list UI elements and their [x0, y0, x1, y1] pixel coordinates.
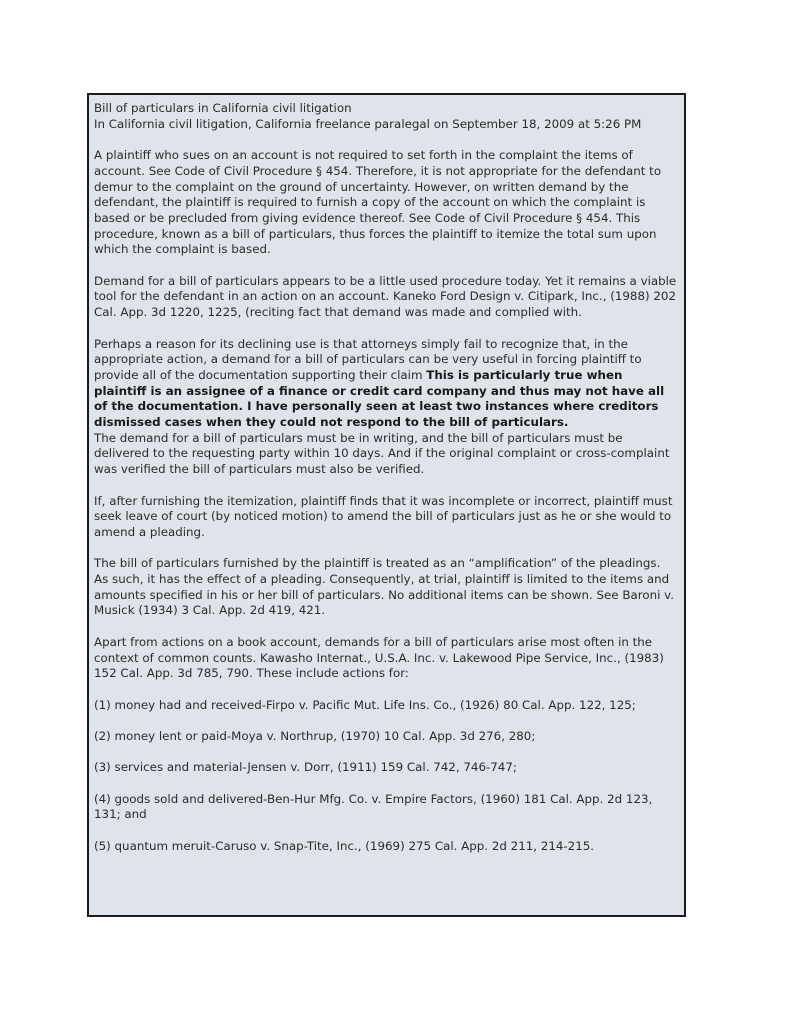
paragraph-amplification: The bill of particulars furnished by the plaintiff is treated as an “amplification” of the pleadings. As such, it has the effect of a pleading. Consequently, at trial, plaintiff is limited to the items and amounts specified in his or her bill of particulars. No additional items can be shown. See Baroni v. Musick (1934) 3 Cal. App. 2d 419, 421. [94, 556, 675, 618]
list-item: (1) money had and received-Firpo v. Pacific Mut. Life Ins. Co., (1926) 80 Cal. App. 122, 125; [94, 697, 636, 712]
paragraph-intro: A plaintiff who sues on an account is not required to set forth in the complaint the items of account. See Code of Civil Procedure § 454. Therefore, it is not appropriate for the defendant to demur to the complaint on the ground of uncertainty. However, on written demand by the defendant, the plaintiff is required to furnish a copy of the account on which the complaint is based or be precluded from giving evidence thereof. See Code of Civil Procedure § 454. This procedure, known as a bill of particulars, thus forces the plaintiff to itemize the total sum upon which the complaint is based. [94, 148, 662, 257]
article-box [87, 93, 686, 917]
article-title: Bill of particulars in California civil litigation [94, 101, 352, 115]
list-item: (4) goods sold and delivered-Ben-Hur Mfg. Co. v. Empire Factors, (1960) 181 Cal. App. 2d 123, 131; and [94, 791, 653, 822]
paragraph-common-counts: Apart from actions on a book account, demands for a bill of particulars arise most often in the context of common counts. Kawasho Internat., U.S.A. Inc. v. Lakewood Pipe Service, Inc., (1983) 152 Cal. App. 3d 785, 790. These include actions for: [94, 634, 664, 681]
paragraph-declining-use-text: Perhaps a reason for its declining use is that attorneys simply fail to recognize that, in the appropriate action, a demand for a bill of particulars can be very useful in forcing plaintiff to provide all of the documentation supporting their claim [94, 336, 642, 382]
paragraph-declining-use-emphasis: This is particularly true when plaintiff is an assignee of a finance or credit card company and thus may not have all of the documentation. I have personally seen at least two instances where creditors dismissed cases when they could not respond to the bill of particulars. [94, 367, 665, 430]
article-header [94, 101, 678, 132]
paragraph-amendment: If, after furnishing the itemization, plaintiff finds that it was incomplete or incorrect, plaintiff must seek leave of court (by noticed motion) to amend the bill of particulars just as he or she would to amend a pleading. [94, 493, 673, 539]
article-byline: In California civil litigation, California freelance paralegal on September 18, 2009 at 5:26 PM [94, 116, 642, 131]
list-item: (3) services and material-Jensen v. Dorr, (1911) 159 Cal. 742, 746-747; [94, 760, 517, 775]
paragraph-writing-requirement: The demand for a bill of particulars must be in writing, and the bill of particulars must be delivered to the requesting party within 10 days. And if the original complaint or cross-complaint was verified the bill of particulars must also be verified. [94, 430, 670, 477]
list-item: (5) quantum meruit-Caruso v. Snap-Tite, Inc., (1969) 275 Cal. App. 2d 211, 214-215. [94, 838, 595, 853]
list-item: (2) money lent or paid-Moya v. Northrup, (1970) 10 Cal. App. 3d 276, 280; [94, 729, 536, 743]
paragraph-declining-use [94, 337, 678, 431]
paragraph-demand-usage: Demand for a bill of particulars appears to be a little used procedure today. Yet it remains a viable tool for the defendant in an action on an account. Kaneko Ford Design v. Citipark, Inc., (1988) 202 Cal. App. 3d 1220, 1225, (reciting fact that demand was made and complied with. [94, 273, 677, 320]
